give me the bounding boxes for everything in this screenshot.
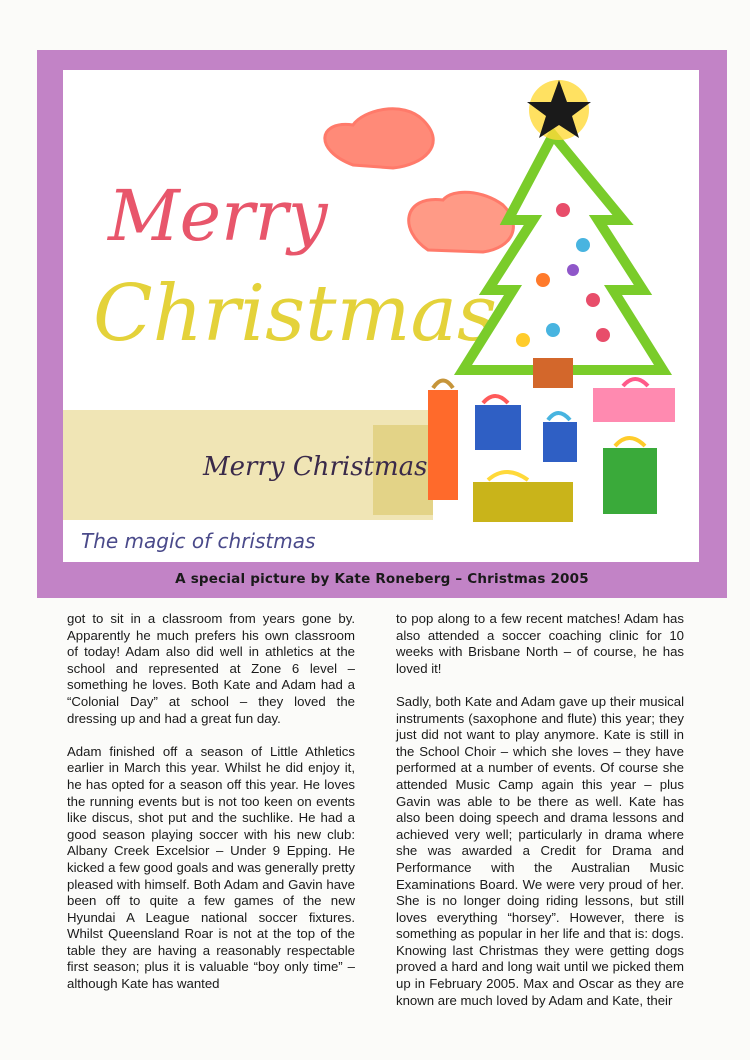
drawing-tagline: The magic of christmas: [81, 529, 316, 553]
star-icon: [527, 80, 591, 140]
paragraph: Sadly, both Kate and Adam gave up their musical instruments (saxophone and flute) this year; they just did not want to play anymore. Kate is still in the School Choir – which she loves – they have performed at a number of events. Of course she attended Music Camp again this year – plus Gavin was able to be there as well. Kate has also been doing speech and drama lessons and achieved very well; particularly in drama where she was awarded a Credit for Drama and Performance with the Australian Music Examinations Board. We were very proud of her. She is no longer doing riding lessons, but still loves everything “horsey”. However, there is something as popular in her life and that is: dogs. Knowing last Christmas they were getting dogs proved a hard and long wait until we picked them up in February 2005. Max and Oscar as they are known are much loved by Adam and Kate, their: [396, 693, 684, 1008]
paragraph: to pop along to a few recent matches! Adam has also attended a soccer coaching clinic for 10 weeks with Brisbane North – of course, he has loved it!: [396, 611, 684, 676]
greeting-merry: Merry: [108, 175, 328, 257]
present-icon: [593, 379, 675, 422]
drawing-canvas: [63, 70, 699, 562]
present-icon: [428, 381, 458, 501]
paragraph: Adam finished off a season of Little Athletics earlier in March this year. Whilst he did enjoy it, he has opted for a season off this year. He loves the running events but is not too keen on events like discus, shot put and the suchlike. He had a good season playing soccer with his new club: Albany Creek Excelsior – Under 9 Epping. He kicked a few good goals and was generally pretty pleased with himself. Both Adam and Gavin have been off to quite a few games of the new Hyundai A League national soccer fixtures. Whilst Queensland Roar is not at the top of the table they are having a reasonably respectable first season; plus it is valuable “boy only time” – although Kate has wanted: [67, 743, 355, 992]
right-column: [396, 611, 684, 1026]
paragraph: got to sit in a classroom from years gone by. Apparently he much prefers his own classroom of today! Adam also did well in athletics at the school and represented at Zone 6 level – something he loves. Both Kate and Adam had a “Colonial Day” at school – they loved the dressing up and had a great fun day.: [67, 611, 355, 726]
glitter-text: Merry Christmas: [203, 452, 428, 482]
present-icon: [475, 396, 521, 450]
greeting-christmas: Christmas: [93, 269, 498, 359]
present-icon: [473, 472, 573, 522]
heart-icon: [409, 192, 514, 252]
left-column: [67, 611, 355, 1009]
christmas-drawing: [63, 70, 699, 562]
picture-frame: [37, 50, 727, 598]
heart-icon: [325, 109, 433, 168]
present-icon: [543, 413, 577, 462]
picture-caption: A special picture by Kate Roneberg – Christmas 2005: [175, 571, 589, 587]
present-icon: [603, 438, 657, 514]
